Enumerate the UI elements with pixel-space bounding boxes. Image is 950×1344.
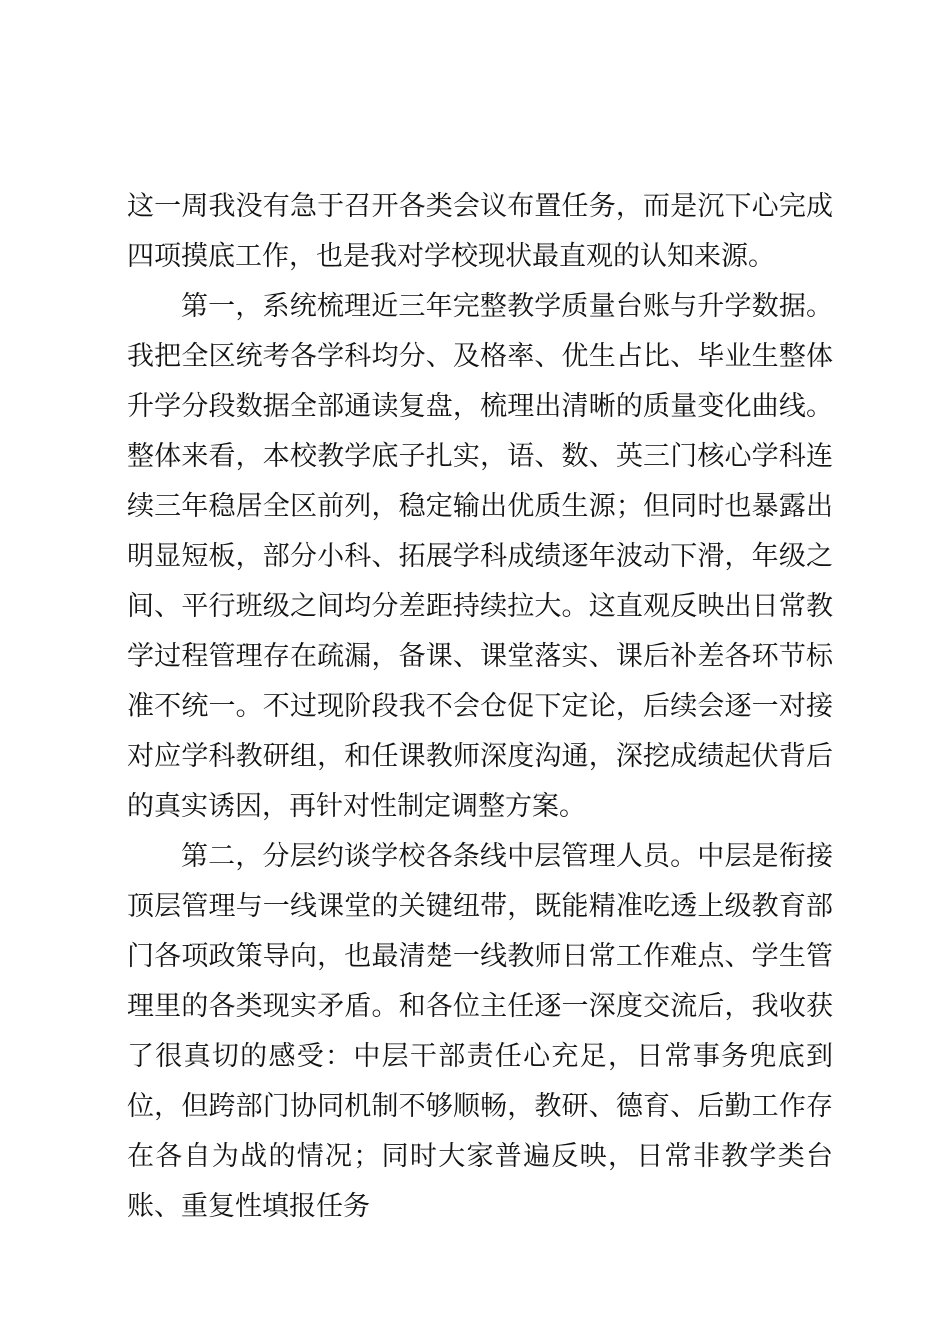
document-body [127,182,833,1232]
paragraph-second-point: 第二，分层约谈学校各条线中层管理人员。中层是衔接顶层管理与一线课堂的关键纽带，既能精准吃透上级教育部门各项政策导向，也最清楚一线教师日常工作难点、学生管理里的各类现实矛盾。和各位主任逐一深度交流后，我收获了很真切的感受：中层干部责任心充足，日常事务兜底到位，但跨部门协同机制不够顺畅，教研、德育、后勤工作存在各自为战的情况；同时大家普遍反映，日常非教学类台账、重复性填报任务 [127,841,833,1222]
paragraph-intro: 这一周我没有急于召开各类会议布置任务，而是沉下心完成四项摸底工作，也是我对学校现状最直观的认知来源。 [127,191,833,272]
paragraph-first-point: 第一，系统梳理近三年完整教学质量台账与升学数据。我把全区统考各学科均分、及格率、优生占比、毕业生整体升学分段数据全部通读复盘，梳理出清晰的质量变化曲线。整体来看，本校教学底子扎实，语、数、英三门核心学科连续三年稳居全区前列，稳定输出优质生源；但同时也暴露出明显短板，部分小科、拓展学科成绩逐年波动下滑，年级之间、平行班级之间均分差距持续拉大。这直观反映出日常教学过程管理存在疏漏，备课、课堂落实、课后补差各环节标准不统一。不过现阶段我不会仓促下定论，后续会逐一对接对应学科教研组，和任课教师深度沟通，深挖成绩起伏背后的真实诱因，再针对性制定调整方案。 [127,291,833,822]
